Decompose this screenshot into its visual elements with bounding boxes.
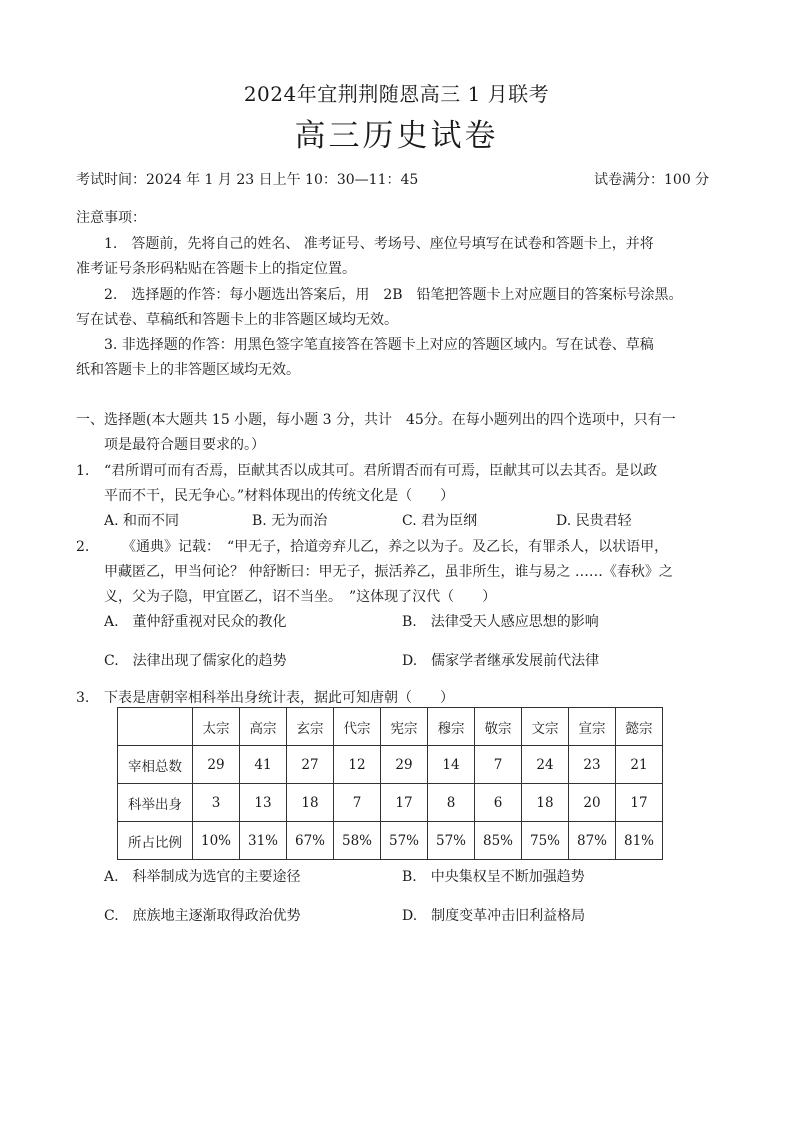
table-row (118, 746, 663, 784)
table-row-label: 科举出身 (118, 784, 193, 822)
table-header-cell: 敬宗 (475, 708, 522, 746)
table-cell: 7 (334, 784, 381, 822)
question-2-option-c: C. 法律出现了儒家化的趋势 (104, 653, 287, 669)
question-1-line-2: 平而不干，民无争心。”材料体现出的传统文化是（ ） (104, 488, 455, 504)
table-row (118, 822, 663, 860)
chancellor-statistics-table (117, 707, 663, 860)
full-score: 试卷满分：100 分 (594, 172, 710, 188)
notice-item-1-line-1: 1. 答题前，先将自己的姓名、 准考证号、考场号、座位号填写在试卷和答题卡上，并将 (104, 236, 654, 252)
notice-item-3-line-2: 纸和答题卡上的非答题区域均无效。 (76, 362, 300, 378)
table-cell: 67% (287, 822, 334, 860)
notice-item-3-line-1: 3. 非选择题的作答：用黑色签字笔直接答在答题卡上对应的答题区域内。写在试卷、草稿 (104, 337, 654, 353)
table-cell: 87% (569, 822, 616, 860)
table-cell: 81% (616, 822, 663, 860)
table-header-cell: 宣宗 (569, 708, 616, 746)
table-header-cell: 高宗 (240, 708, 287, 746)
table-cell: 21 (616, 746, 663, 784)
table-cell: 23 (569, 746, 616, 784)
table-cell: 20 (569, 784, 616, 822)
table-cell: 18 (522, 784, 569, 822)
table-cell: 7 (475, 746, 522, 784)
table-row-label: 所占比例 (118, 822, 193, 860)
exam-subtitle: 2024年宜荆荆随恩高三 1 月联考 (243, 82, 550, 106)
table-cell: 14 (428, 746, 475, 784)
table-cell: 58% (334, 822, 381, 860)
table-cell: 10% (193, 822, 240, 860)
question-3-number: 3. (76, 690, 90, 706)
question-2-number: 2. (76, 539, 90, 555)
table-row-label: 宰相总数 (118, 746, 193, 784)
question-3-option-b: B. 中央集权呈不断加强趋势 (402, 869, 585, 885)
question-1-option-a: A. 和而不同 (104, 513, 180, 529)
question-2-line-3: 义，父为子隐，甲宜匿乙，诏不当坐。 ”这体现了汉代（ ） (104, 589, 497, 605)
table-header-cell: 懿宗 (616, 708, 663, 746)
table-header-cell: 太宗 (193, 708, 240, 746)
table-header-cell: 穆宗 (428, 708, 475, 746)
question-3-option-c: C. 庶族地主逐渐取得政治优势 (104, 908, 301, 924)
table-header-row (118, 708, 663, 746)
question-3-option-d: D. 制度变革冲击旧利益格局 (402, 908, 586, 924)
question-2-option-d: D. 儒家学者继承发展前代法律 (402, 653, 600, 669)
table-cell: 41 (240, 746, 287, 784)
table-cell: 57% (428, 822, 475, 860)
question-1-option-c: C. 君为臣纲 (402, 513, 478, 529)
table-header-cell: 文宗 (522, 708, 569, 746)
table-cell: 3 (193, 784, 240, 822)
table-cell: 29 (193, 746, 240, 784)
question-2-option-b: B. 法律受天人感应思想的影响 (402, 614, 599, 630)
question-1-number: 1. (76, 463, 90, 479)
notice-heading: 注意事项： (76, 210, 146, 226)
section-heading-line-1: 一、选择题(本大题共 15 小题，每小题 3 分，共计 45分。在每小题列出的四个选项中，只有一 (76, 412, 676, 428)
table-header-cell: 宪宗 (381, 708, 428, 746)
exam-time: 考试时间：2024 年 1 月 23 日上午 10：30—11：45 (76, 172, 419, 188)
table-cell: 17 (381, 784, 428, 822)
question-2-option-a: A. 董仲舒重视对民众的教化 (104, 614, 287, 630)
table-cell: 29 (381, 746, 428, 784)
table-cell: 31% (240, 822, 287, 860)
table-cell: 13 (240, 784, 287, 822)
table-header-cell: 代宗 (334, 708, 381, 746)
question-2-line-2: 甲藏匿乙，甲当何论？ 仲舒断曰：甲无子，振活养乙，虽非所生，谁与易之 ……《春秋》之 (104, 564, 673, 580)
question-3-stem: 下表是唐朝宰相科举出身统计表，据此可知唐朝（ ） (104, 690, 454, 706)
table-cell: 6 (475, 784, 522, 822)
notice-item-2-line-2: 写在试卷、草稿纸和答题卡上的非答题区域均无效。 (76, 312, 398, 328)
table-cell: 12 (334, 746, 381, 784)
table-cell: 85% (475, 822, 522, 860)
table-row (118, 784, 663, 822)
question-1-option-b: B. 无为而治 (252, 513, 328, 529)
exam-title: 高三历史试卷 (294, 118, 499, 154)
question-1-line-1: “君所谓可而有否焉，臣献其否以成其可。君所谓否而有可焉，臣献其可以去其否。是以政 (104, 463, 658, 479)
question-2-line-1: 《通典》记载： “甲无子，拾道旁弃儿乙，养之以为子。及乙长，有罪杀人，以状语甲， (122, 539, 669, 555)
section-heading-line-2: 项是最符合题目要求的。） (104, 437, 265, 453)
table-corner-cell (118, 708, 193, 746)
table-header-cell: 玄宗 (287, 708, 334, 746)
table-cell: 17 (616, 784, 663, 822)
question-1-option-d: D. 民贵君轻 (556, 513, 632, 529)
table-cell: 57% (381, 822, 428, 860)
notice-item-2-line-1: 2. 选择题的作答：每小题选出答案后，用 2B 铅笔把答题卡上对应题目的答案标号涂黑。 (104, 287, 683, 303)
table-cell: 18 (287, 784, 334, 822)
table-cell: 27 (287, 746, 334, 784)
question-3-option-a: A. 科举制成为选官的主要途径 (104, 869, 301, 885)
notice-item-1-line-2: 准考证号条形码粘贴在答题卡上的指定位置。 (76, 261, 356, 277)
table-cell: 24 (522, 746, 569, 784)
table-cell: 8 (428, 784, 475, 822)
table-cell: 75% (522, 822, 569, 860)
